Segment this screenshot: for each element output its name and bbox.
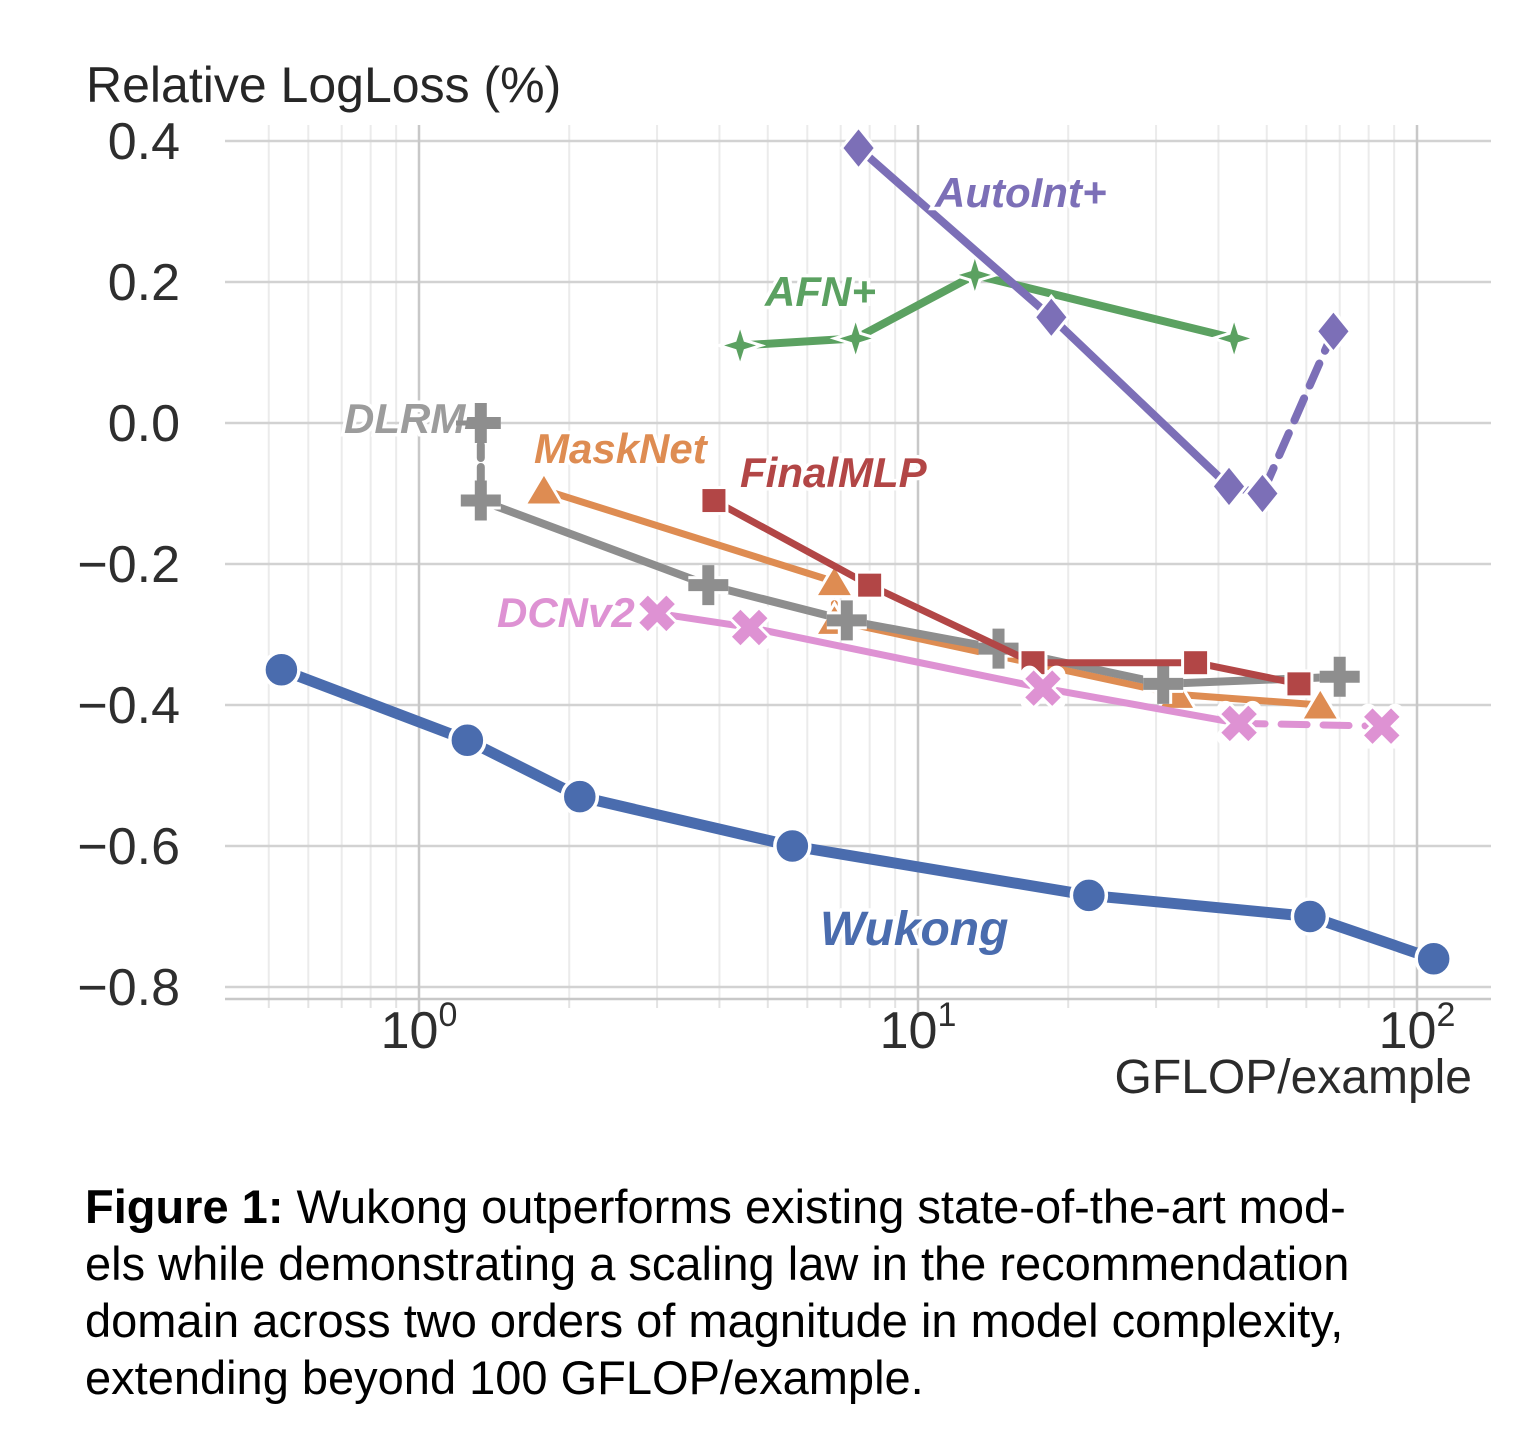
caption-line-1 [85,1178,1349,1235]
series-marker-plus [461,481,501,521]
series-label-Wukong: Wukong [820,903,1009,956]
series-marker-circle [1292,899,1327,934]
series-DCNv2 [497,589,1395,740]
series-marker-plus [688,565,728,605]
series-marker-square [857,572,883,598]
y-tick-label: 0.2 [107,254,180,312]
series-marker-square [701,488,727,514]
series-marker-circle [264,652,299,687]
series-line [544,490,834,582]
series-line [1239,723,1382,726]
series-MaskNet [525,425,1339,720]
series-marker-x [644,600,671,627]
series-marker-circle [775,829,810,864]
y-tick-label: −0.8 [77,959,180,1017]
x-tick-label: $10^0$ [380,996,458,1060]
series-marker-diamond [1316,310,1350,352]
series-marker-diamond [1245,473,1279,515]
series-label-AFN+: AFN+ [765,268,876,315]
series-label-MaskNet: MaskNet [534,425,707,472]
series-marker-circle [450,723,485,758]
caption-line-4: extending beyond 100 GFLOP/example. [85,1351,924,1404]
series-line [1229,331,1333,493]
y-tick-label: −0.4 [77,677,180,735]
series-marker-x [1368,713,1395,740]
series-marker-square [1183,650,1209,676]
series-marker-star4 [719,324,761,366]
series-marker-x [1226,710,1253,737]
x-tick-label: $10^2$ [1378,996,1456,1060]
series-AFN+ [719,254,1255,367]
series-label-FinalMLP: FinalMLP [740,449,927,496]
series-label-DLRM: DLRM [344,395,466,442]
caption-line-1-text: Wukong outperforms existing state-of-the-art mod- [283,1180,1346,1233]
caption-line-2: els while demonstrating a scaling law in the recommendation [85,1237,1350,1290]
series-marker-triangle [525,473,563,505]
series-marker-circle [1416,941,1451,976]
y-tick-label: 0.0 [107,395,180,453]
y-tick-label: −0.6 [77,818,180,876]
chart-title: Relative LogLoss (%) [86,57,562,113]
series-label-AutoInt+: AutoInt+ [935,169,1107,216]
caption-line-3: domain across two orders of magnitude in model complexity, [85,1294,1344,1347]
y-tick-label: −0.2 [77,536,180,594]
series-marker-plus [1320,657,1360,697]
x-axis-label: GFLOP/example [1114,1051,1472,1104]
series-marker-circle [562,779,597,814]
x-tick-label: $10^1$ [879,996,957,1060]
series-marker-x [1029,675,1056,702]
series-label-DCNv2: DCNv2 [497,589,635,636]
series-marker-x [736,614,763,641]
y-tick-label: 0.4 [107,113,180,171]
figure-caption [85,1178,1349,1406]
series-marker-circle [1071,878,1106,913]
caption-figure-label: Figure 1: [85,1180,284,1233]
series-marker-square [1286,671,1312,697]
